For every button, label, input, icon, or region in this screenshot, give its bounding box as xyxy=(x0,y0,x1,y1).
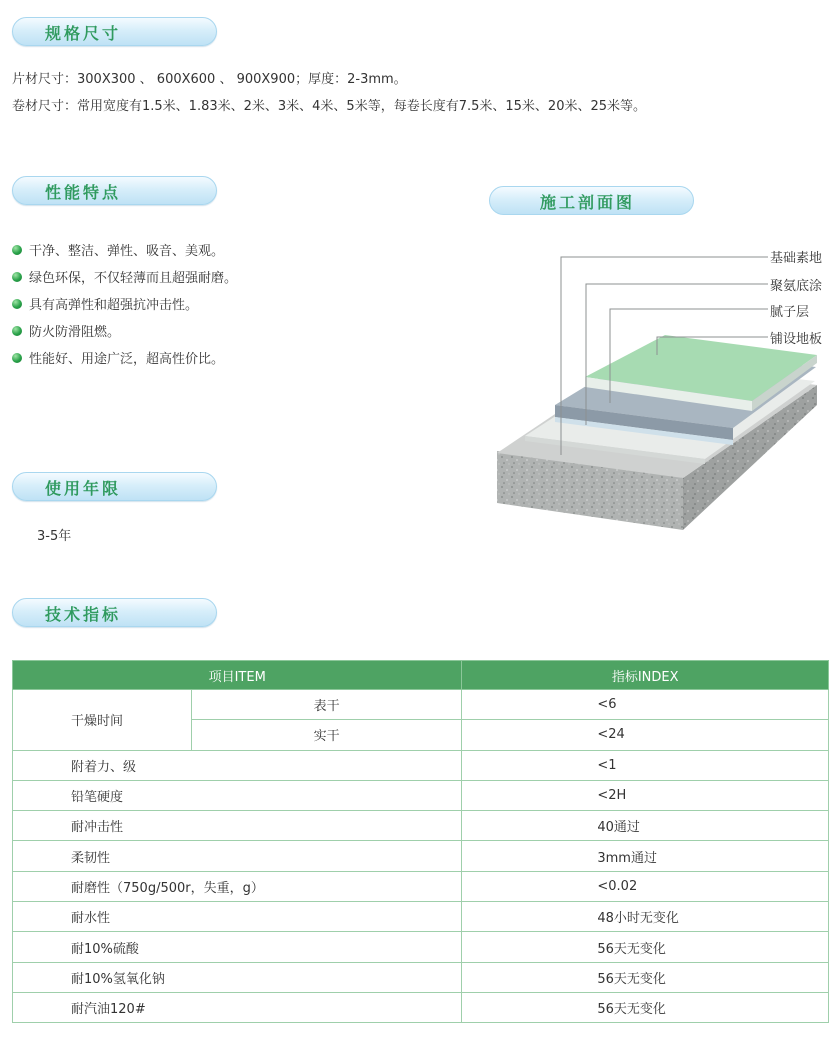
table-row xyxy=(13,780,829,810)
section-header-performance xyxy=(12,176,217,205)
feature-text: 具有高弹性和超强抗冲击性。 xyxy=(29,298,199,313)
section-header-service-life xyxy=(12,472,217,501)
value-cell: 56天无变化 xyxy=(462,992,829,1022)
item-cell: 附着力、级 xyxy=(13,750,462,780)
table-row xyxy=(13,690,829,720)
table-row xyxy=(13,750,829,780)
feature-item xyxy=(12,263,237,290)
spec-roll-size: 卷材尺寸：常用宽度有1.5米、1.83米、2米、3米、4米、5米等，每卷长度有7.5米、15米、20米、25米等。 xyxy=(12,99,647,114)
item-cell: 耐水性 xyxy=(13,902,462,932)
green-bullet-icon xyxy=(12,245,22,255)
value-cell: 56天无变化 xyxy=(462,962,829,992)
value-cell: 3mm通过 xyxy=(462,841,829,871)
drying-time-label: 干燥时间 xyxy=(13,690,192,751)
section-title-spec: 规格尺寸 xyxy=(45,24,122,43)
table-row xyxy=(13,932,829,962)
section-title-service-life: 使用年限 xyxy=(45,479,122,498)
value-cell: 56天无变化 xyxy=(462,932,829,962)
drying-value: <24 xyxy=(462,720,829,750)
value-cell: <0.02 xyxy=(462,871,829,901)
header-index: 指标INDEX xyxy=(462,661,829,690)
section-title-diagram: 施工剖面图 xyxy=(540,193,636,212)
feature-text: 干净、整洁、弹性、吸音、美观。 xyxy=(29,244,225,259)
layer-label-floor: 铺设地板 xyxy=(770,332,823,347)
table-header-row xyxy=(13,661,829,690)
table-row xyxy=(13,871,829,901)
technical-specs-table xyxy=(12,660,829,1023)
spec-sheet-size: 片材尺寸：300X300 、 600X600 、 900X900；厚度：2-3mm。 xyxy=(12,72,407,87)
table-row xyxy=(13,962,829,992)
layer-label-putty: 腻子层 xyxy=(770,305,810,320)
green-bullet-icon xyxy=(12,299,22,309)
table-row xyxy=(13,811,829,841)
table-row xyxy=(13,902,829,932)
feature-item xyxy=(12,317,237,344)
feature-text: 防火防滑阻燃。 xyxy=(29,325,121,340)
table-row xyxy=(13,992,829,1022)
feature-item xyxy=(12,236,237,263)
drying-sub-label: 表干 xyxy=(191,690,462,720)
drying-value: <6 xyxy=(462,690,829,720)
item-cell: 柔韧性 xyxy=(13,841,462,871)
feature-item xyxy=(12,290,237,317)
value-cell: <1 xyxy=(462,750,829,780)
section-header-technical xyxy=(12,598,217,627)
service-life-value: 3-5年 xyxy=(37,529,72,544)
green-bullet-icon xyxy=(12,353,22,363)
feature-text: 绿色环保，不仅轻薄而且超强耐磨。 xyxy=(29,271,238,286)
section-title-technical: 技术指标 xyxy=(45,605,122,624)
header-item: 项目ITEM xyxy=(13,661,462,690)
section-header-diagram xyxy=(489,186,694,215)
layer-label-base: 基础素地 xyxy=(770,251,823,266)
item-cell: 铅笔硬度 xyxy=(13,780,462,810)
green-bullet-icon xyxy=(12,272,22,282)
feature-text: 性能好、用途广泛，超高性价比。 xyxy=(29,352,225,367)
section-header-spec xyxy=(12,17,217,46)
section-title-performance: 性能特点 xyxy=(45,183,122,202)
item-cell: 耐汽油120# xyxy=(13,992,462,1022)
feature-list xyxy=(12,236,237,371)
feature-item xyxy=(12,344,237,371)
item-cell: 耐磨性（750g/500r，失重，g） xyxy=(13,871,462,901)
value-cell: 48小时无变化 xyxy=(462,902,829,932)
value-cell: <2H xyxy=(462,780,829,810)
layer-label-primer: 聚氨底涂 xyxy=(770,279,823,294)
item-cell: 耐10%硫酸 xyxy=(13,932,462,962)
green-bullet-icon xyxy=(12,326,22,336)
item-cell: 耐10%氢氧化钠 xyxy=(13,962,462,992)
value-cell: 40通过 xyxy=(462,811,829,841)
item-cell: 耐冲击性 xyxy=(13,811,462,841)
table-row xyxy=(13,841,829,871)
drying-sub-label: 实干 xyxy=(191,720,462,750)
